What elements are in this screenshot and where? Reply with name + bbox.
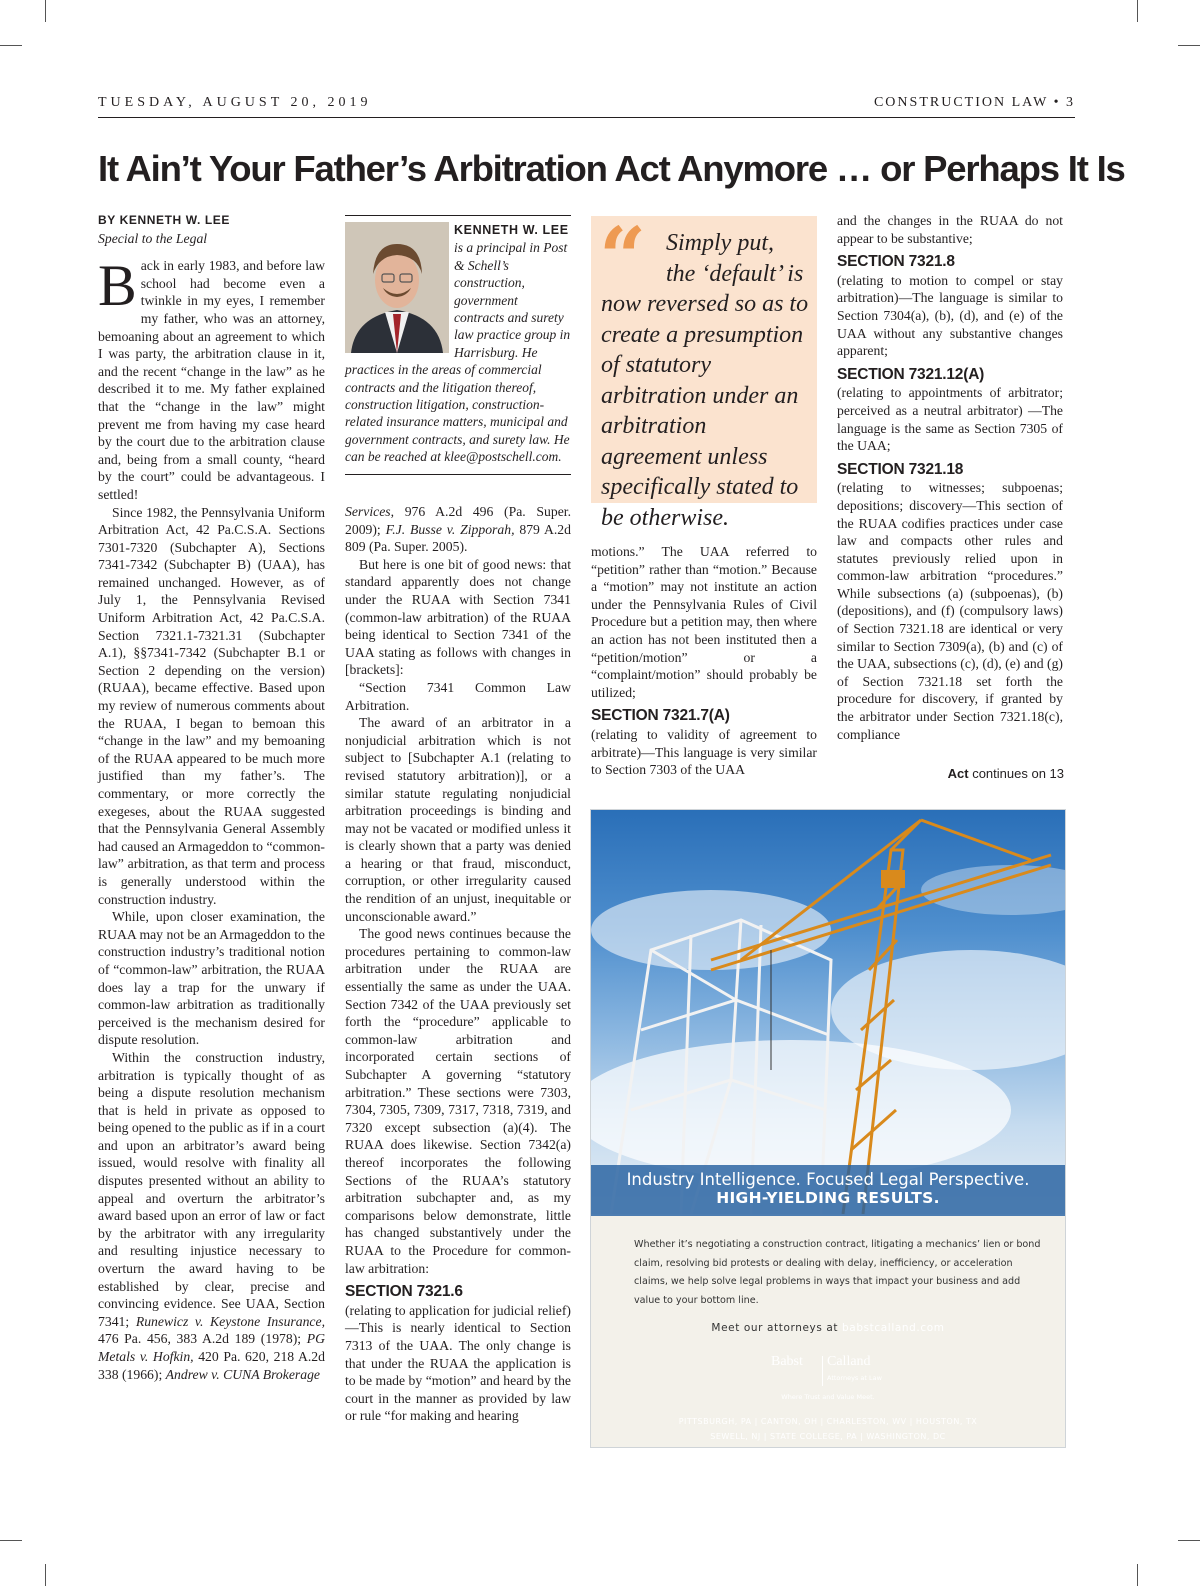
crop-mark [0, 1540, 22, 1541]
ad-banner [591, 1165, 1065, 1216]
crop-mark [45, 0, 46, 22]
crop-mark [1178, 1540, 1200, 1541]
section-heading: SECTION 7321.6 [345, 1283, 463, 1301]
section-heading: SECTION 7321.7(A) [591, 707, 730, 725]
crop-mark [0, 45, 22, 46]
office-locations: PITTSBURGH, PA | CANTON, OH | CHARLESTON, WV | HOUSTON, TX SEWELL, NJ | STATE COLLEGE, PA | WASHINGTON, DC [678, 1417, 978, 1441]
paragraph: (relating to application for judicial relief)—This is nearly identical to Section 7313 of the UAA. The only change is that under the RUAA the application is to be made by “motion” and heard by the court in the manner as provided by law or rule “for making and hearing [345, 1302, 571, 1424]
article-headline: It Ain’t Your Father’s Arbitration Act Anymore … or Perhaps It Is [98, 148, 1125, 189]
issue-date: TUESDAY, AUGUST 20, 2019 [98, 95, 372, 110]
running-head [98, 95, 1075, 118]
paragraph: Within the construction industry, arbitration is typically thought of as being a dispute resolution mechanism that is held in private as opposed to being opened to the public as if in a court and upon an arbitrator’s award being issued, would resolve with finality all disputes presented without an ability to appeal and overturn the arbitrator’s award based upon an error of law or fact by the arbitrator with any irregularity and resulting injustice necessary to overturn the award having to be established by clear, precise and convincing evidence. See UAA, Section 7341; Runewicz v. Keystone Insurance, 476 Pa. 456, 383 A.2d 189 (1978); PG Metals v. Hofkin, 420 Pa. 620, 218 A.2d 338 (1966); Andrew v. CUNA Brokerage [98, 1049, 325, 1382]
paragraph: The good news continues because the procedures pertaining to common-law arbitration under the RUAA are essentially the same as under the UAA. Section 7342 of the UAA previously set forth the “procedure” applicable to common-law arbitration and incorporated certain sections of Subchapter A governing “statutory arbitration.” These sections were 7303, 7304, 7305, 7309, 7317, 7318, 7319, and 7320 except subsection (a)(4). The RUAA does likewise. Section 7342(a) thereof incorporates the following Sections of the RUAA’s statutory arbitration subchapter and, as my comparisons below demonstrate, little has changed substantively under the RUAA to the Procedure for common-law arbitration: [345, 926, 571, 1276]
column-4 [837, 212, 1063, 743]
column-2 [345, 503, 571, 1425]
quote-mark-icon: “ [599, 210, 647, 306]
paragraph: While, upon closer examination, the RUAA may not be an Armageddon to the construction industry’s traditional notion of “common-law” arbitration, the RUAA does lay a trap for the unwary if common-law arbitration as traditionally perceived is the mechanism desired for dispute resolution. [98, 909, 325, 1048]
ad-website-link[interactable]: babstcalland.com [842, 1322, 945, 1334]
firm-tagline: Where Trust and Value Meet. [781, 1393, 875, 1401]
paragraph: motions.” The UAA referred to “petition” rather than “motion.” Because a “motion” may not institute an action under the Pennsylvania Rules of Civil Procedure but a petition may, then where an action has not been instituted then a “petition/motion” or a “complaint/motion” should probably be utilized; [591, 544, 817, 700]
byline-credit: Special to the Legal [98, 230, 208, 246]
column-3 [591, 543, 817, 779]
paragraph: and the changes in the RUAA do not appear to be substantive; [837, 213, 1063, 246]
bio-text: is a principal in Post & Schell’s construction, government contracts and surety law practice group in Harrisburg. He practices in the areas of commercial contracts and the litigation thereof, construction litigation, construction-related insurance matters, municipal and government contracts, and surety law. He can be reached at klee@postschell.com. [345, 240, 571, 465]
paragraph: Back in early 1983, and before law school had become even a twinkle in my eyes, I remember my father, who was an attorney, bemoaning about an agreement to which I was party, the arbitration clause in it, and the recent “change in the law” as he described it to me. My father explained that the “change in the law” might prevent me from having my case heard by the court due to the arbitration clause and, being from a small county, “heard by the court” could be advantageous. I settled! [98, 253, 325, 502]
case-citation: F.J. Busse v. Zipporah, [385, 521, 515, 537]
paragraph: (relating to validity of agreement to arbitrate)—This language is very similar to Section 7303 of the UAA [591, 726, 817, 778]
crop-mark [1137, 0, 1138, 22]
drop-cap: B [98, 253, 137, 319]
paragraph: “Section 7341 Common Law Arbitration. [345, 679, 571, 713]
paragraph: (relating to appointments of arbitrator; perceived as a neutral arbitrator) —The language is the same as Section 7305 of the UAA; [837, 385, 1063, 454]
ad-meet-line: Meet our attorneys at babstcalland.com [711, 1322, 945, 1334]
firm-logo: Babst Calland Attorneys at Law [771, 1354, 891, 1392]
paragraph: The award of an arbitrator in a nonjudicial arbitration which is not subject to [Subchapter A.1 (relating to revised statutory arbitration)], or a similar statute regulating nonjudicial arbitration proceedings is binding and may not be vacated or modified unless it is clearly shown that a party was denied a hearing or that fraud, misconduct, corruption, or other irregularity caused the rendition of an unjust, inequitable or unconscionable award.” [345, 715, 571, 924]
pull-quote [591, 210, 817, 531]
pull-quote-text: Simply put, the ‘default’ is now reversed so as to create a presumption of statutory arbitration under an arbitration agreement unless specifically stated to be otherwise. [601, 230, 809, 531]
case-citation: Andrew v. CUNA Brokerage [165, 1366, 321, 1382]
advertisement [590, 809, 1066, 1448]
case-citation: Runewicz v. Keystone Insurance, [135, 1313, 325, 1329]
byline: BY KENNETH W. LEE [98, 213, 230, 227]
author-photo [345, 222, 449, 353]
section-heading: SECTION 7321.12(A) [837, 365, 985, 383]
ad-copy-panel [591, 1216, 1065, 1447]
paragraph: Services, 976 A.2d 496 (Pa. Super. 2009); F.J. Busse v. Zipporah, 879 A.2d 809 (Pa. Super. 2005). [345, 504, 571, 555]
ad-body-text: Whether it’s negotiating a construction contract, litigating a mechanics’ lien or bond claim, resolving bid protests or dealing with delay, inefficiency, or acceleration claims, we help solve legal problems in ways that impact your business and add value to your bottom line. [634, 1239, 1041, 1306]
continues-line: Act continues on 13 [947, 766, 1064, 781]
section-page-label: CONSTRUCTION LAW • 3 [873, 95, 1075, 110]
crane-photo [591, 810, 1065, 1214]
crop-mark [45, 1564, 46, 1586]
ad-banner-tagline: Industry Intelligence. Focused Legal Perspective. [626, 1170, 1030, 1189]
crop-mark [1137, 1564, 1138, 1586]
section-heading: SECTION 7321.8 [837, 253, 955, 271]
bio-name: KENNETH W. LEE [454, 223, 569, 237]
section-heading: SECTION 7321.18 [837, 460, 964, 478]
paragraph: Since 1982, the Pennsylvania Uniform Arbitration Act, 42 Pa.C.S.A. Sections 7301-7320 (Subchapter A), Sections 7341-7342 (Subchapter B) (UAA), has remained unchanged. However, as of July 1, the Pennsylvania Revised Uniform Arbitration Act, 42 Pa.C.S.A. Section 7321.1-7321.31 (Subchapter A.1), §§7341-7342 (Subchapter B.1 or Section 2 depending on the version) (RUAA), became effective. Based upon my review of numerous comments about the RUAA, I began to bemoan this “change in the law” and my bemoaning of the RUAA appeared to be much more justified than my father’s. The commentary, or more correctly the exegeses, about the RUAA suggested that the Pennsylvania General Assembly had caused an Armageddon to “common-law” arbitration, as that term and process is generally understood within the construction industry. [98, 504, 325, 907]
crop-mark [1178, 45, 1200, 46]
paragraph: But here is one bit of good news: that standard apparently does not change under the RUAA with Section 7341 (common-law arbitration) of the RUAA being identical to Section 7341 of the UAA stating as follows with changes in [brackets]: [345, 556, 571, 678]
author-bio [345, 215, 571, 475]
paragraph: (relating to motion to compel or stay arbitration)—The language is similar to Section 7304(a), (b), (d), and (e) of the UAA without any substantive changes apparent; [837, 272, 1063, 359]
column-1 [98, 212, 325, 1383]
case-citation: Services [345, 504, 391, 519]
ad-banner-headline: HIGH-YIELDING RESULTS. [716, 1189, 940, 1207]
paragraph: (relating to witnesses; subpoenas; depositions; discovery—This section of the RUAA codifies practices under case law and compacts other rules and statutes previously relied upon in common-law arbitration “procedures.” While subsections (a) (subpoenas), (b) (depositions), and (f) (compulsory laws) of Section 7321.18 are identical or very similar to Section 7309(a), (b) and (c) of the UAA, subsections (c), (d), (e) and (g) of Section 7321.18 set forth the procedure for discovery, if granted by the arbitrator under Section 7321.18(c), compliance [837, 480, 1063, 742]
case-citation: PG Metals v. Hofkin, [98, 1331, 325, 1364]
